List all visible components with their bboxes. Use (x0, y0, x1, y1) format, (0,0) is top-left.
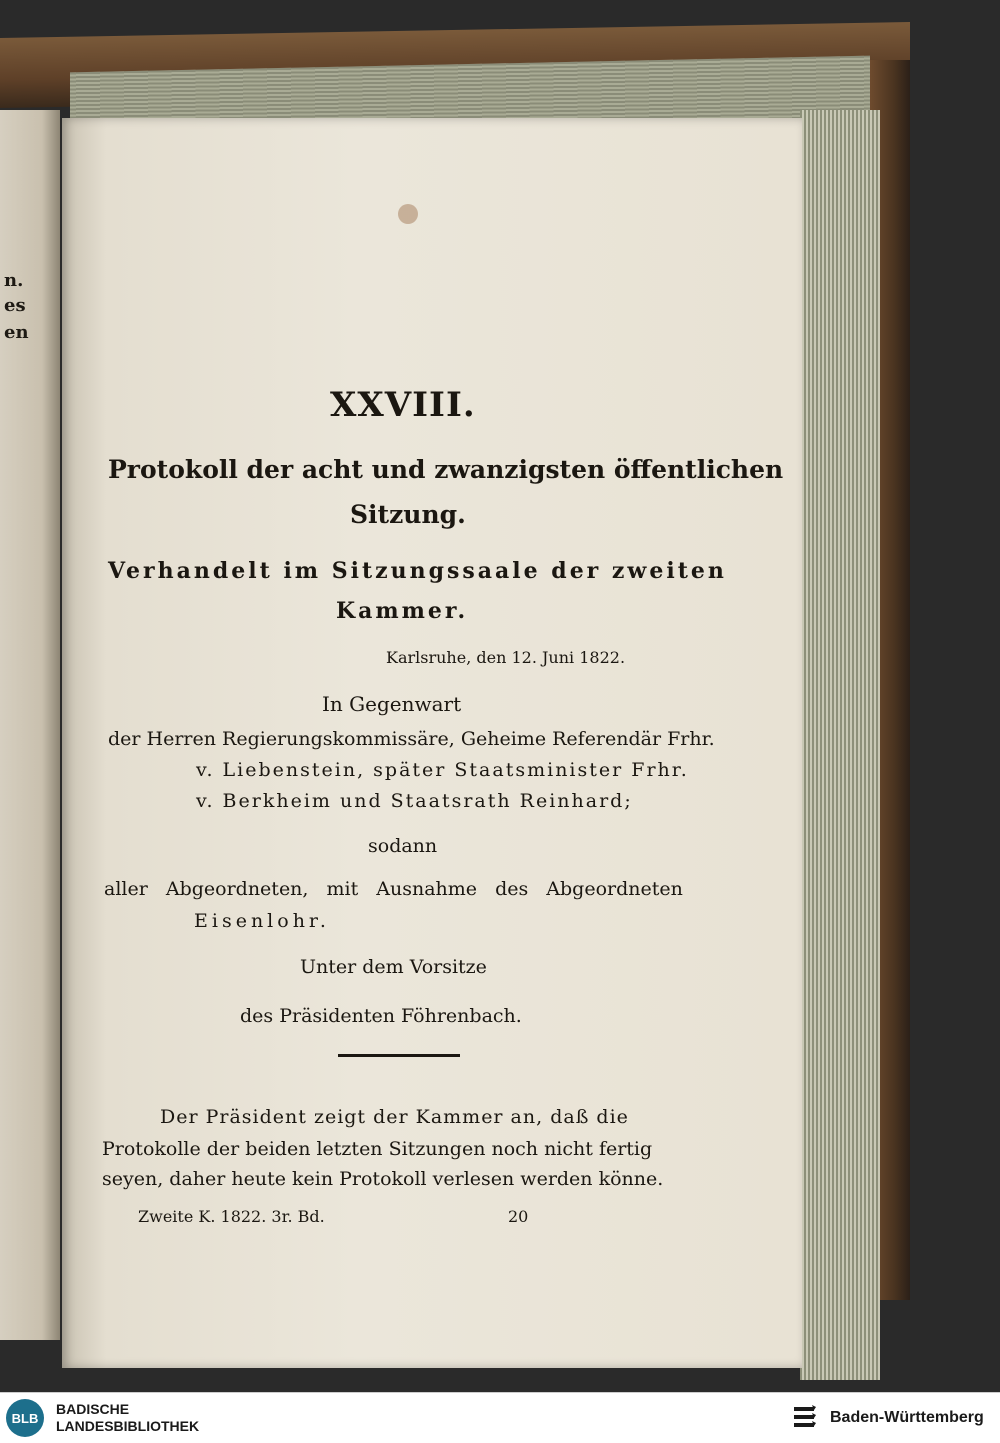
footer-bar (0, 1392, 1000, 1443)
left-page-fragment: en (4, 322, 29, 343)
verhandelt-line: Kammer. (336, 598, 469, 624)
delegates-line: aller Abgeordneten, mit Ausnahme des Abgeordneten (104, 878, 683, 900)
library-name-line: BADISCHE (56, 1401, 130, 1417)
baden-wuerttemberg-lions-icon (790, 1403, 818, 1433)
attendees-line: v. Berkheim und Staatsrath Reinhard; (196, 790, 633, 812)
left-page-fragment: es (4, 295, 26, 316)
attendees-line: v. Liebenstein, später Staatsminister Frhr. (196, 759, 689, 781)
body-text-line: Protokolle der beiden letzten Sitzungen noch nicht fertig (102, 1138, 653, 1160)
left-page (0, 110, 60, 1340)
sodann-line: sodann (368, 835, 438, 857)
body-text-line: seyen, daher heute kein Protokoll verlesen werden könne. (102, 1168, 664, 1190)
left-page-fragment: n. (4, 270, 24, 291)
blb-logo-icon[interactable]: BLB (6, 1399, 44, 1437)
page-edges-right (800, 110, 880, 1380)
chair-line: Unter dem Vorsitze (300, 956, 487, 978)
delegates-line: Eisenlohr. (194, 910, 330, 932)
paper-stain (398, 204, 418, 224)
attendees-line: der Herren Regierungskommissäre, Geheime Referendär Frhr. (108, 728, 715, 750)
divider-rule (338, 1054, 460, 1057)
body-text-line: Der Präsident zeigt der Kammer an, daß die (160, 1106, 629, 1128)
library-name-line: LANDESBIBLIOTHEK (56, 1418, 200, 1434)
page-title: XXVIII. (330, 385, 476, 425)
library-name[interactable] (56, 1401, 199, 1435)
verhandelt-line: Verhandelt im Sitzungssaale der zweiten (108, 558, 727, 584)
gegenwart-heading: In Gegenwart (322, 692, 462, 716)
chair-line: des Präsidenten Föhrenbach. (240, 1005, 522, 1027)
dateline: Karlsruhe, den 12. Juni 1822. (386, 648, 626, 667)
signature-mark: Zweite K. 1822. 3r. Bd. (138, 1207, 325, 1226)
state-name[interactable]: Baden-Württemberg (830, 1409, 984, 1426)
sheet-number: 20 (508, 1207, 529, 1226)
subtitle-line: Sitzung. (350, 500, 466, 529)
subtitle-line: Protokoll der acht und zwanzigsten öffentlichen (108, 455, 784, 484)
